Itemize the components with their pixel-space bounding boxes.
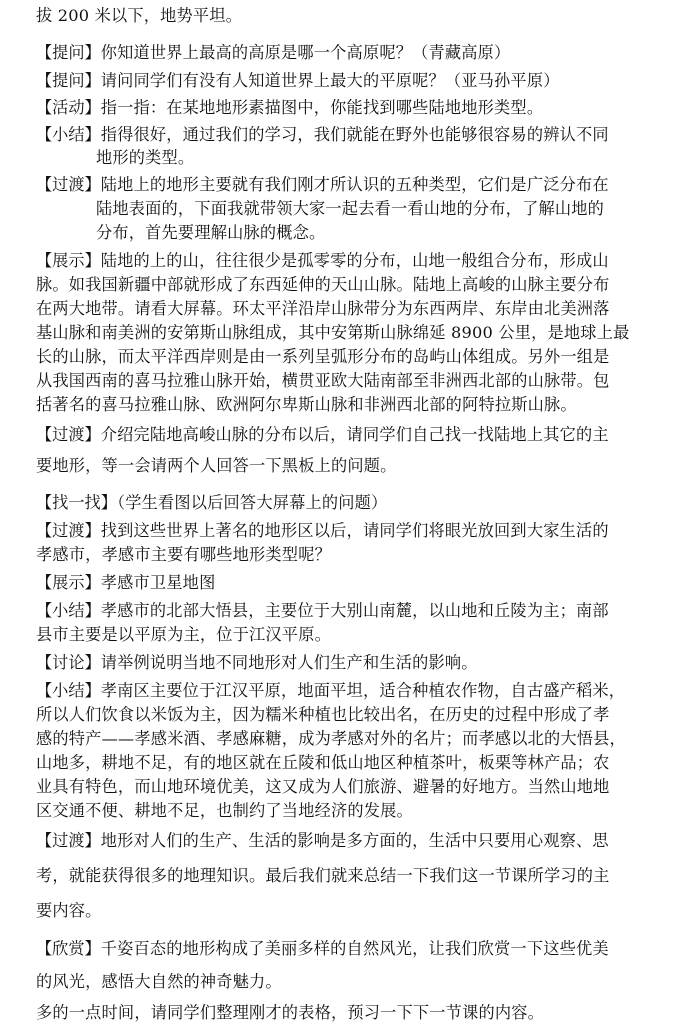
text-line: 【提问】你知道世界上最高的高原是哪一个高原呢？（青藏高原） — [36, 43, 511, 62]
text-line: 所以人们饮食以米饭为主，因为糯米种植也比较出名，在历史的过程中形成了孝 — [36, 705, 610, 724]
text-line: 【提问】请问同学们有没有人知道世界上最大的平原呢？（亚马孙平原） — [36, 71, 560, 90]
text-line: 【小结】孝南区主要位于江汉平原，地面平坦，适合种植农作物，自古盛产稻米， — [36, 681, 626, 700]
text-line: 脉。如我国新疆中部就形成了东西延伸的天山山脉。陆地上高峻的山脉主要分布 — [36, 275, 610, 294]
text-line: 陆地表面的，下面我就带领大家一起去看一看山地的分布，了解山地的 — [96, 199, 605, 218]
text-line: 【活动】指一指：在某地地形素描图中，你能找到哪些陆地地形类型。 — [36, 98, 544, 117]
text-line: 的风光，感悟大自然的神奇魅力。 — [36, 972, 282, 991]
text-line: 业具有特色，而山地环境优美，这又成为人们旅游、避暑的好地方。当然山地地 — [36, 777, 610, 796]
text-line: 【欣赏】千姿百态的地形构成了美丽多样的自然风光，让我们欣赏一下这些优美 — [36, 939, 609, 958]
text-line: 括著名的喜马拉雅山脉、欧洲阿尔卑斯山脉和非洲西北部的阿特拉斯山脉。 — [36, 395, 577, 414]
text-line: 【找一找】（学生看图以后回答大屏幕上的问题） — [36, 493, 388, 512]
text-line: 要内容。 — [36, 901, 102, 920]
text-line: 【过渡】找到这些世界上著名的地形区以后，请同学们将眼光放回到大家生活的 — [36, 521, 609, 540]
text-line: 【过渡】地形对人们的生产、生活的影响是多方面的，生活中只要用心观察、思 — [36, 831, 609, 850]
text-line: 【小结】孝感市的北部大悟县，主要位于大别山南麓，以山地和丘陵为主；南部 — [36, 601, 609, 620]
text-line: 【小结】指得很好，通过我们的学习，我们就能在野外也能够很容易的辨认不同 — [36, 125, 609, 144]
text-line: 分布，首先要理解山脉的概念。 — [96, 223, 326, 242]
text-line: 从我国西南的喜马拉雅山脉开始，横贯亚欧大陆南部至非洲西北部的山脉带。包 — [36, 371, 610, 390]
text-line: 【过渡】陆地上的地形主要就有我们刚才所认识的五种类型，它们是广泛分布在 — [36, 175, 609, 194]
text-line: 地形的类型。 — [96, 148, 195, 167]
text-line: 长的山脉，而太平洋西岸则是由一系列呈弧形分布的岛屿山体组成。另外一组是 — [36, 347, 610, 366]
text-line: 感的特产——孝感米酒、孝感麻糖，成为孝感对外的名片；而孝感以北的大悟县， — [36, 729, 626, 748]
text-line: 孝感市，孝感市主要有哪些地形类型呢？ — [36, 545, 331, 564]
text-line: 【展示】陆地的上的山，往往很少是孤零零的分布，山地一般组合分布，形成山 — [36, 251, 609, 270]
text-line: 【展示】孝感市卫星地图 — [36, 573, 216, 592]
text-line: 在两大地带。请看大屏幕。环太平洋沿岸山脉带分为东西两岸、东岸由北美洲落 — [36, 299, 610, 318]
text-line: 考，就能获得很多的地理知识。最后我们就来总结一下我们这一节课所学习的主 — [36, 866, 610, 885]
text-line: 山地多，耕地不足，有的地区就在丘陵和低山地区种植茶叶，板栗等林产品；农 — [36, 753, 610, 772]
text-line: 基山脉和南美洲的安第斯山脉组成，其中安第斯山脉绵延 8900 公里，是地球上最 — [36, 323, 630, 342]
text-line: 多的一点时间，请同学们整理刚才的表格，预习一下下一节课的内容。 — [36, 1003, 545, 1022]
text-line: 【过渡】介绍完陆地高峻山脉的分布以后，请同学们自己找一找陆地上其它的主 — [36, 425, 609, 444]
text-line: 要地形，等一会请两个人回答一下黑板上的问题。 — [36, 456, 397, 475]
text-line: 区交通不便、耕地不足，也制约了当地经济的发展。 — [36, 801, 413, 820]
text-line: 【讨论】请举例说明当地不同地形对人们生产和生活的影响。 — [36, 653, 478, 672]
text-line: 县市主要是以平原为主，位于江汉平原。 — [36, 625, 331, 644]
text-line: 拔 200 米以下，地势平坦。 — [36, 6, 243, 25]
